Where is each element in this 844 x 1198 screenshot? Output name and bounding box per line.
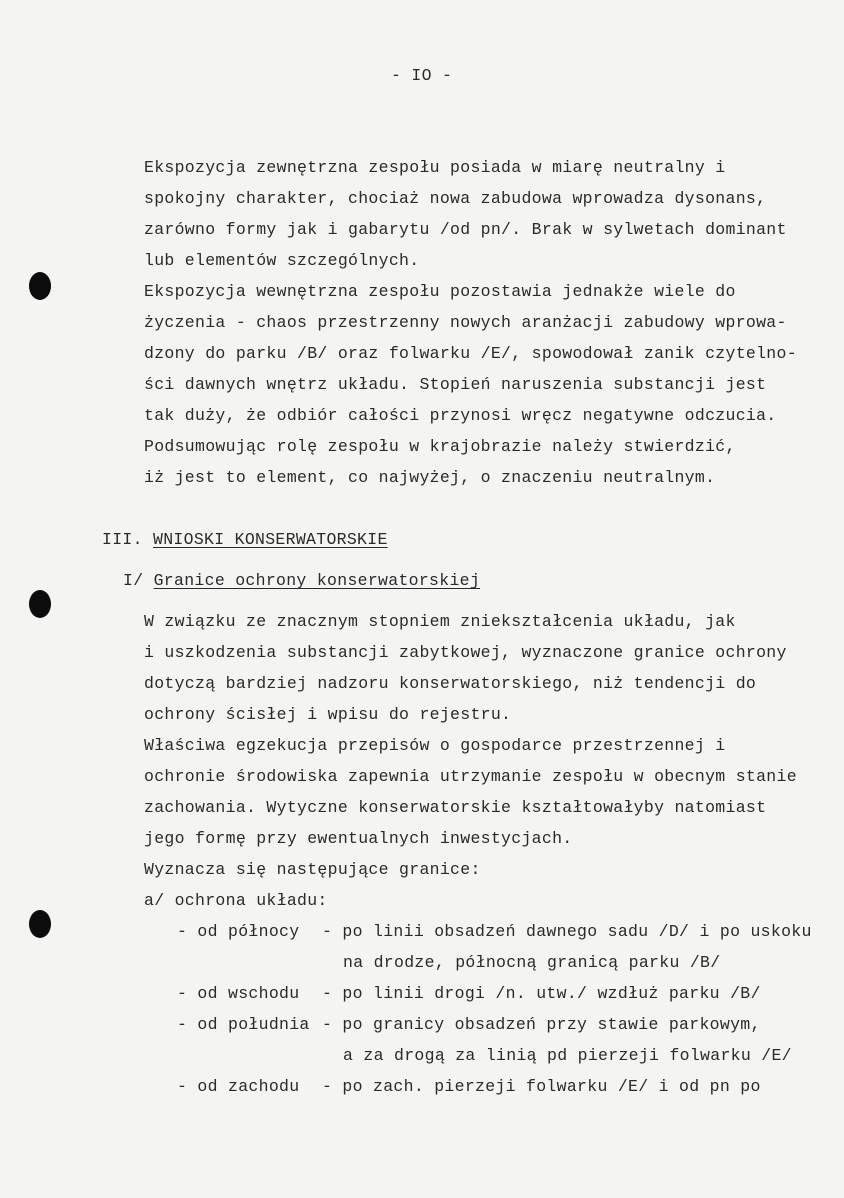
text-line: życzenia - chaos przestrzenny nowych aranżacji zabudowy wprowa-: [144, 313, 787, 332]
text-line: Podsumowując rolę zespołu w krajobrazie należy stwierdzić,: [144, 437, 736, 456]
text-line: lub elementów szczególnych.: [144, 251, 420, 270]
text-line: ochrony ścisłej i wpisu do rejestru.: [144, 705, 512, 724]
punch-hole-mark: [29, 590, 51, 618]
text-line: zarówno formy jak i gabarytu /od pn/. Brak w sylwetach dominant: [144, 220, 787, 239]
text-line: zachowania. Wytyczne konserwatorskie kształtowałyby natomiast: [144, 798, 767, 817]
list-item-label: a/ ochrona układu:: [144, 891, 328, 910]
text-line: iż jest to element, co najwyżej, o znaczeniu neutralnym.: [144, 468, 716, 487]
boundary-direction: - od północy: [177, 922, 300, 941]
text-line: tak duży, że odbiór całości przynosi wręcz negatywne odczucia.: [144, 406, 777, 425]
text-line: dotyczą bardziej nadzoru konserwatorskiego, niż tendencji do: [144, 674, 757, 693]
boundary-direction: - od wschodu: [177, 984, 300, 1003]
boundary-description: - po linii drogi /n. utw./ wzdłuż parku /B/: [322, 984, 761, 1003]
section-heading: [102, 530, 388, 550]
boundary-description-continued: a za drogą za linią pd pierzeji folwarku /E/: [343, 1046, 792, 1065]
text-line: jego formę przy ewentualnych inwestycjach.: [144, 829, 573, 848]
boundary-description: - po linii obsadzeń dawnego sadu /D/ i po uskoku: [322, 922, 812, 941]
subsection-heading: [123, 571, 480, 591]
text-line: spokojny charakter, chociaż nowa zabudowa wprowadza dysonans,: [144, 189, 767, 208]
boundary-description: - po zach. pierzeji folwarku /E/ i od pn po: [322, 1077, 761, 1096]
section-title: WNIOSKI KONSERWATORSKIE: [153, 530, 388, 549]
section-number: III.: [102, 530, 143, 549]
page-number: - IO -: [391, 66, 453, 85]
text-line: Ekspozycja zewnętrzna zespołu posiada w miarę neutralny i: [144, 158, 726, 177]
subsection-title: Granice ochrony konserwatorskiej: [153, 571, 481, 590]
subsection-number: I/: [123, 571, 144, 590]
boundary-direction: - od południa: [177, 1015, 310, 1034]
punch-hole-mark: [29, 910, 51, 938]
text-line: Wyznacza się następujące granice:: [144, 860, 481, 879]
text-line: Właściwa egzekucja przepisów o gospodarce przestrzennej i: [144, 736, 726, 755]
text-line: ochronie środowiska zapewnia utrzymanie zespołu w obecnym stanie: [144, 767, 797, 786]
punch-hole-mark: [29, 272, 51, 300]
text-line: W związku ze znacznym stopniem zniekształcenia układu, jak: [144, 612, 736, 631]
text-line: dzony do parku /B/ oraz folwarku /E/, spowodował zanik czytelno-: [144, 344, 797, 363]
boundary-description-continued: na drodze, północną granicą parku /B/: [343, 953, 721, 972]
text-line: i uszkodzenia substancji zabytkowej, wyznaczone granice ochrony: [144, 643, 787, 662]
boundary-description: - po granicy obsadzeń przy stawie parkowym,: [322, 1015, 761, 1034]
text-line: Ekspozycja wewnętrzna zespołu pozostawia jednakże wiele do: [144, 282, 736, 301]
boundary-direction: - od zachodu: [177, 1077, 300, 1096]
text-line: ści dawnych wnętrz układu. Stopień naruszenia substancji jest: [144, 375, 767, 394]
